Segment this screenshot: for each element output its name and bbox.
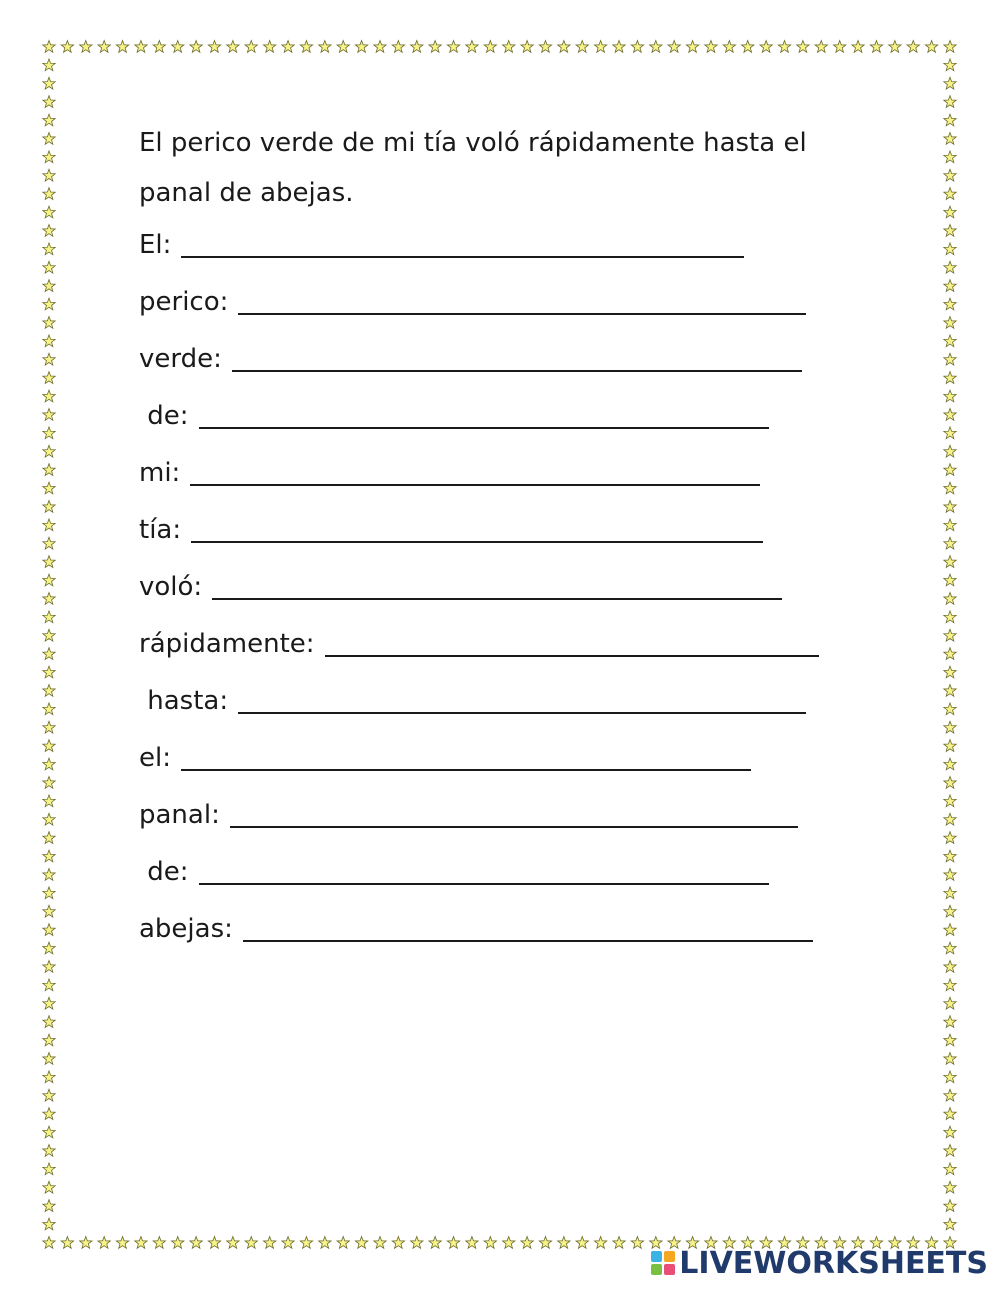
star-icon: [319, 41, 331, 53]
star-icon: [43, 924, 55, 936]
answer-row-volo: [139, 564, 782, 604]
star-icon: [98, 1237, 110, 1249]
star-icon: [503, 41, 515, 53]
star-icon: [466, 1237, 478, 1249]
star-icon: [944, 850, 956, 862]
star-icon: [282, 41, 294, 53]
star-icon: [944, 188, 956, 200]
star-icon: [539, 41, 551, 53]
star-icon: [870, 41, 882, 53]
star-icon: [43, 1016, 55, 1028]
logo-blocks-icon: [651, 1251, 675, 1275]
star-icon: [594, 1237, 606, 1249]
star-icon: [263, 1237, 275, 1249]
star-icon: [43, 850, 55, 862]
star-icon: [43, 869, 55, 881]
star-icon: [944, 1218, 956, 1230]
star-icon: [944, 574, 956, 586]
answer-row-el: [139, 222, 744, 262]
word-label: tía:: [139, 515, 182, 545]
star-icon: [944, 997, 956, 1009]
star-icon: [43, 1089, 55, 1101]
star-icon: [944, 1126, 956, 1138]
prompt-sentence: El perico verde de mi tía voló rápidamente hasta el panal de abejas.: [139, 128, 807, 208]
star-icon: [944, 979, 956, 991]
star-icon: [43, 114, 55, 126]
answer-line[interactable]: [238, 712, 806, 714]
answer-row-de-2: [139, 849, 769, 889]
answer-row-mi: [139, 450, 760, 490]
logo-block: [651, 1251, 662, 1262]
word-label: perico:: [139, 287, 229, 317]
star-icon: [43, 685, 55, 697]
star-icon: [43, 758, 55, 770]
star-icon: [944, 261, 956, 273]
star-icon: [392, 41, 404, 53]
star-icon: [80, 1237, 92, 1249]
star-icon: [594, 41, 606, 53]
star-icon: [43, 225, 55, 237]
answer-line[interactable]: [199, 427, 769, 429]
answer-row-perico: [139, 279, 806, 319]
star-icon: [43, 77, 55, 89]
star-icon: [944, 59, 956, 71]
star-icon: [944, 353, 956, 365]
star-icon: [43, 1200, 55, 1212]
star-icon: [43, 335, 55, 347]
star-icon: [263, 41, 275, 53]
answer-row-hasta: [139, 678, 806, 718]
word-label: El:: [139, 230, 172, 260]
star-icon: [411, 41, 423, 53]
star-icon: [944, 427, 956, 439]
star-icon: [723, 41, 735, 53]
word-label: voló:: [139, 572, 203, 602]
star-icon: [686, 41, 698, 53]
star-icon: [925, 41, 937, 53]
star-icon: [833, 41, 845, 53]
answer-row-rapidamente: [139, 621, 819, 661]
star-icon: [944, 280, 956, 292]
star-icon: [43, 942, 55, 954]
star-icon: [944, 317, 956, 329]
star-icon: [944, 335, 956, 347]
star-icon: [944, 629, 956, 641]
star-icon: [43, 1034, 55, 1046]
star-icon: [172, 41, 184, 53]
star-icon: [153, 41, 165, 53]
star-icon: [61, 1237, 73, 1249]
answer-line[interactable]: [325, 655, 819, 657]
star-icon: [43, 574, 55, 586]
star-icon: [337, 41, 349, 53]
star-icon: [43, 445, 55, 457]
star-icon: [43, 997, 55, 1009]
star-icon: [944, 721, 956, 733]
star-icon: [190, 1237, 202, 1249]
star-icon: [43, 961, 55, 973]
star-icon: [521, 41, 533, 53]
star-icon: [43, 1126, 55, 1138]
star-icon: [944, 1108, 956, 1120]
star-icon: [944, 924, 956, 936]
star-icon: [944, 666, 956, 678]
star-icon: [944, 225, 956, 237]
star-icon: [778, 41, 790, 53]
star-icon: [944, 777, 956, 789]
star-icon: [374, 1237, 386, 1249]
star-icon: [576, 1237, 588, 1249]
star-icon: [135, 41, 147, 53]
star-icon: [43, 813, 55, 825]
answer-line[interactable]: [243, 940, 813, 942]
answer-row-tia: [139, 507, 763, 547]
logo-block: [664, 1251, 675, 1262]
star-icon: [944, 740, 956, 752]
answer-line[interactable]: [190, 484, 760, 486]
star-icon: [43, 188, 55, 200]
star-icon: [43, 409, 55, 421]
star-icon: [944, 813, 956, 825]
star-icon: [43, 740, 55, 752]
star-icon: [484, 41, 496, 53]
star-icon: [944, 537, 956, 549]
star-icon: [43, 169, 55, 181]
answer-row-abejas: [139, 906, 813, 946]
star-icon: [944, 832, 956, 844]
answer-row-el-2: [139, 735, 751, 775]
word-label: el:: [139, 743, 171, 773]
star-icon: [80, 41, 92, 53]
word-label: panal:: [139, 800, 220, 830]
word-label: de:: [139, 401, 189, 431]
star-icon: [43, 611, 55, 623]
star-icon: [43, 648, 55, 660]
star-icon: [944, 1163, 956, 1175]
star-icon: [944, 942, 956, 954]
word-label: abejas:: [139, 914, 233, 944]
star-icon: [944, 501, 956, 513]
star-icon: [944, 961, 956, 973]
star-icon: [135, 1237, 147, 1249]
star-icon: [43, 243, 55, 255]
star-icon: [944, 648, 956, 660]
star-icon: [300, 41, 312, 53]
star-icon: [43, 501, 55, 513]
star-icon: [208, 1237, 220, 1249]
logo-block: [651, 1264, 662, 1275]
answer-line[interactable]: [199, 883, 769, 885]
star-icon: [43, 353, 55, 365]
star-icon: [43, 629, 55, 641]
star-icon: [43, 317, 55, 329]
star-icon: [43, 1237, 55, 1249]
star-icon: [558, 41, 570, 53]
star-icon: [392, 1237, 404, 1249]
star-icon: [944, 114, 956, 126]
star-icon: [668, 41, 680, 53]
star-icon: [43, 1108, 55, 1120]
star-icon: [742, 41, 754, 53]
word-label: de:: [139, 857, 189, 887]
star-icon: [98, 41, 110, 53]
star-icon: [43, 593, 55, 605]
star-icon: [944, 519, 956, 531]
star-icon: [944, 169, 956, 181]
star-icon: [650, 41, 662, 53]
star-icon: [447, 41, 459, 53]
star-icon: [944, 593, 956, 605]
star-icon: [944, 445, 956, 457]
answer-line[interactable]: [212, 598, 782, 600]
answer-line[interactable]: [181, 256, 744, 258]
star-icon: [43, 537, 55, 549]
star-icon: [944, 464, 956, 476]
star-icon: [705, 41, 717, 53]
star-icon: [797, 41, 809, 53]
star-icon: [227, 41, 239, 53]
star-icon: [116, 41, 128, 53]
star-icon: [521, 1237, 533, 1249]
star-icon: [43, 666, 55, 678]
answer-row-de-1: [139, 393, 769, 433]
star-icon: [43, 59, 55, 71]
star-icon: [43, 41, 55, 53]
star-icon: [944, 685, 956, 697]
star-icon: [43, 96, 55, 108]
answer-line[interactable]: [238, 313, 806, 315]
star-icon: [43, 887, 55, 899]
star-icon: [576, 41, 588, 53]
star-icon: [944, 1145, 956, 1157]
star-icon: [43, 721, 55, 733]
star-icon: [43, 519, 55, 531]
answer-row-panal: [139, 792, 798, 832]
star-icon: [282, 1237, 294, 1249]
star-icon: [227, 1237, 239, 1249]
star-icon: [613, 41, 625, 53]
star-icon: [43, 151, 55, 163]
answer-row-verde: [139, 336, 802, 376]
star-icon: [43, 464, 55, 476]
star-icon: [815, 41, 827, 53]
star-icon: [944, 869, 956, 881]
star-icon: [944, 243, 956, 255]
word-label: hasta:: [139, 686, 229, 716]
star-icon: [944, 206, 956, 218]
star-icon: [466, 41, 478, 53]
star-icon: [116, 1237, 128, 1249]
star-icon: [43, 1071, 55, 1083]
star-icon: [944, 96, 956, 108]
star-icon: [944, 556, 956, 568]
star-icon: [944, 390, 956, 402]
answer-line[interactable]: [181, 769, 751, 771]
star-icon: [43, 280, 55, 292]
star-icon: [889, 41, 901, 53]
star-icon: [944, 1034, 956, 1046]
star-icon: [944, 41, 956, 53]
word-label: mi:: [139, 458, 181, 488]
star-icon: [944, 1089, 956, 1101]
logo-text: LIVEWORKSHEETS: [679, 1245, 988, 1281]
star-icon: [43, 372, 55, 384]
star-icon: [631, 1237, 643, 1249]
answer-line[interactable]: [191, 541, 763, 543]
star-icon: [613, 1237, 625, 1249]
star-icon: [319, 1237, 331, 1249]
star-icon: [43, 777, 55, 789]
star-icon: [153, 1237, 165, 1249]
star-icon: [43, 905, 55, 917]
star-icon: [43, 703, 55, 715]
star-icon: [43, 1218, 55, 1230]
star-icon: [43, 1163, 55, 1175]
star-icon: [43, 206, 55, 218]
logo-block: [664, 1264, 675, 1275]
answer-line[interactable]: [230, 826, 798, 828]
star-icon: [300, 1237, 312, 1249]
star-icon: [355, 1237, 367, 1249]
star-icon: [429, 41, 441, 53]
star-icon: [43, 261, 55, 273]
star-icon: [484, 1237, 496, 1249]
star-icon: [558, 1237, 570, 1249]
star-icon: [944, 905, 956, 917]
star-icon: [43, 979, 55, 991]
liveworksheets-logo[interactable]: [651, 1245, 988, 1281]
star-icon: [43, 1181, 55, 1193]
star-icon: [503, 1237, 515, 1249]
star-icon: [172, 1237, 184, 1249]
star-icon: [208, 41, 220, 53]
star-icon: [43, 482, 55, 494]
star-icon: [337, 1237, 349, 1249]
star-icon: [43, 133, 55, 145]
star-icon: [245, 1237, 257, 1249]
star-icon: [411, 1237, 423, 1249]
star-icon: [944, 1053, 956, 1065]
star-icon: [944, 1016, 956, 1028]
star-icon: [944, 372, 956, 384]
star-icon: [43, 1145, 55, 1157]
star-icon: [760, 41, 772, 53]
star-icon: [944, 1200, 956, 1212]
star-icon: [852, 41, 864, 53]
star-icon: [631, 41, 643, 53]
star-icon: [944, 611, 956, 623]
star-icon: [43, 832, 55, 844]
star-icon: [43, 556, 55, 568]
star-icon: [245, 41, 257, 53]
star-icon: [43, 390, 55, 402]
star-icon: [944, 409, 956, 421]
star-icon: [944, 151, 956, 163]
star-icon: [374, 41, 386, 53]
answer-line[interactable]: [232, 370, 802, 372]
star-icon: [43, 298, 55, 310]
word-label: verde:: [139, 344, 222, 374]
star-icon: [944, 133, 956, 145]
star-icon: [944, 298, 956, 310]
star-icon: [944, 795, 956, 807]
star-icon: [43, 1053, 55, 1065]
star-icon: [43, 795, 55, 807]
star-icon: [539, 1237, 551, 1249]
star-icon: [355, 41, 367, 53]
star-icon: [61, 41, 73, 53]
star-icon: [944, 77, 956, 89]
star-icon: [190, 41, 202, 53]
star-icon: [43, 427, 55, 439]
star-icon: [944, 758, 956, 770]
star-icon: [429, 1237, 441, 1249]
star-icon: [944, 482, 956, 494]
star-icon: [944, 1181, 956, 1193]
star-icon: [944, 887, 956, 899]
word-label: rápidamente:: [139, 629, 315, 659]
star-icon: [944, 703, 956, 715]
star-icon: [907, 41, 919, 53]
star-icon: [944, 1071, 956, 1083]
star-icon: [447, 1237, 459, 1249]
